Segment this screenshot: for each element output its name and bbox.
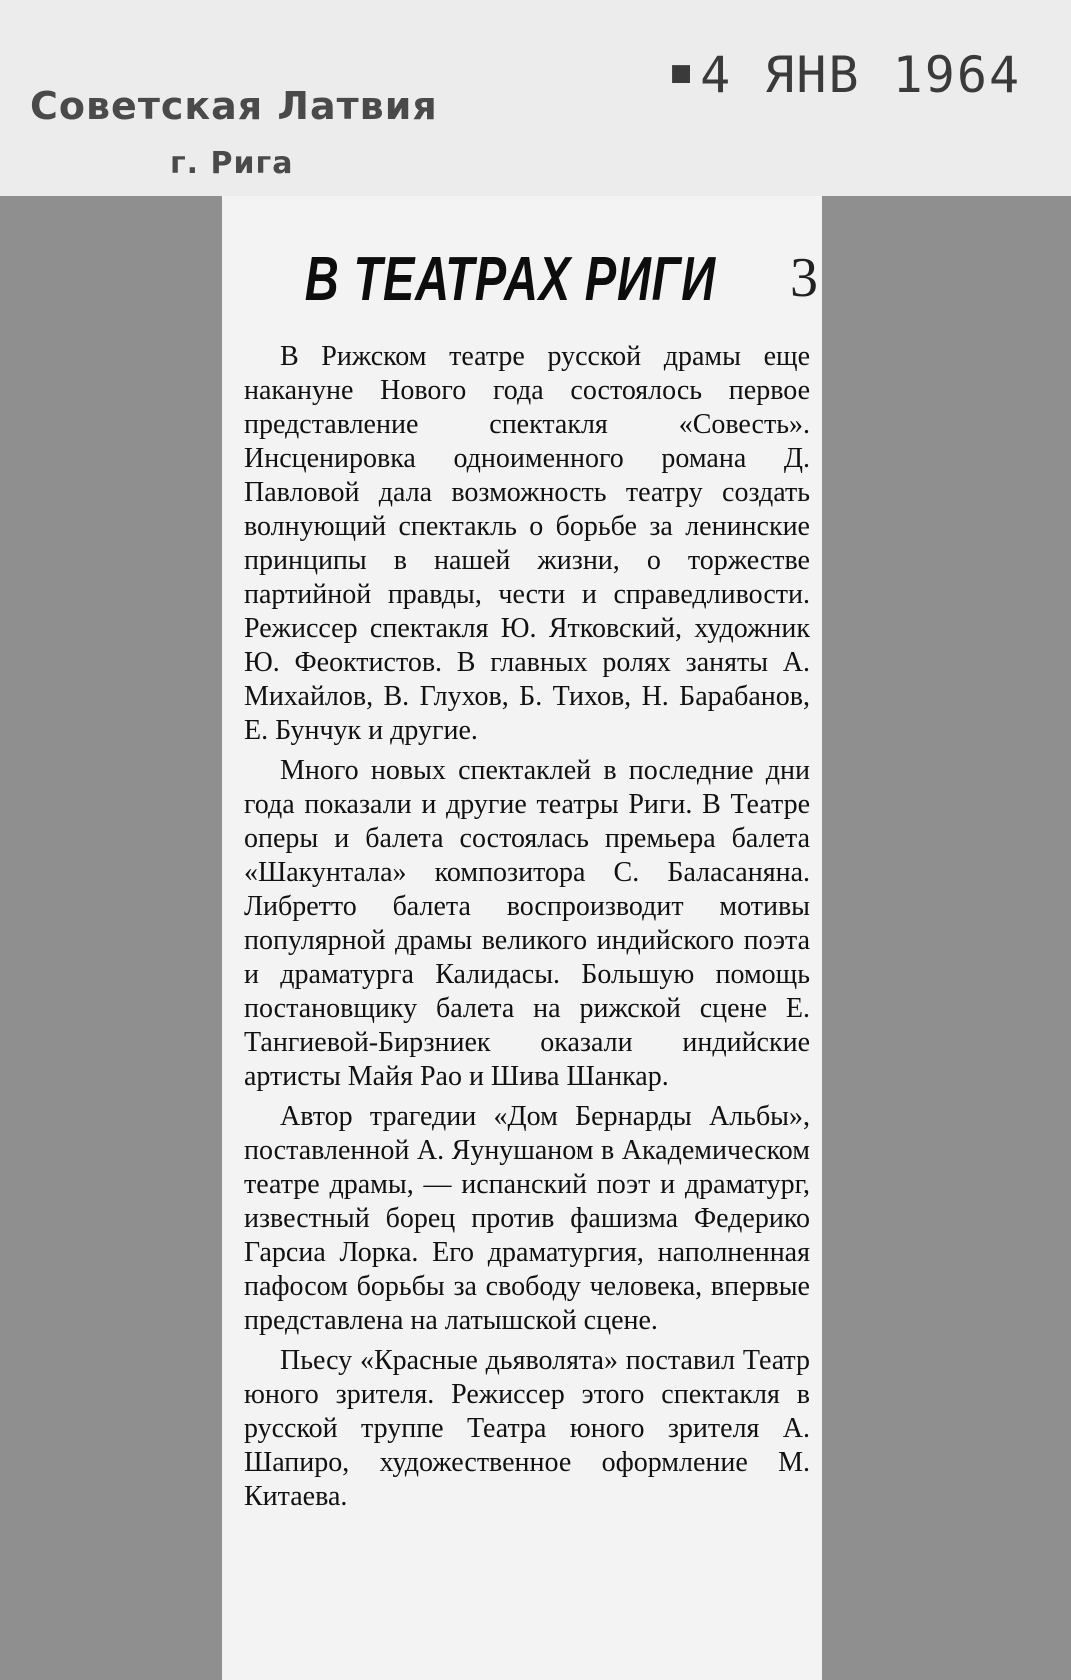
article-paragraph: Много новых спектаклей в последние дни года показали и другие театры Риги. В Театре оперы и балета состоялась премьера балета «Шакунтала» композитора С. Баласаняна. Либретто балета воспроизводит мотивы популярной драмы великого индийского поэта и драматурга Калидасы. Большую помощь постановщику балета на рижской сцене Е. Тангиевой-Бирзниек оказали индийские артисты Майя Рао и Шива Шанкар. xyxy=(244,755,810,1092)
article-paragraph: Автор трагедии «Дом Бернарды Альбы», поставленной А. Яунушаном в Академическом театре драмы, — испанский поэт и драматург, известный борец против фашизма Федерико Гарсиа Лорка. Его драматургия, наполненная пафосом борьбы за свободу человека, впервые представлена на латышской сцене. xyxy=(244,1101,810,1336)
cut-edge-mark: 3 xyxy=(790,247,818,309)
archive-header-strip xyxy=(0,0,1071,196)
article-paragraph: Пьесу «Красные дьяволята» поставил Театр юного зрителя. Режиссер этого спектакля в русской труппе Театра юного зрителя А. Шапиро, художественное оформление М. Китаева. xyxy=(244,1345,810,1512)
city-stamp: г. Рига xyxy=(170,146,294,181)
article-headline: В ТЕАТРАХ РИГИ xyxy=(304,245,716,314)
date-stamp xyxy=(672,46,1021,104)
article-body xyxy=(244,340,810,1514)
date-stamp-text: 4 ЯНВ 1964 xyxy=(700,46,1022,104)
date-stamp-mark: ■ xyxy=(672,55,693,90)
newspaper-clipping xyxy=(222,196,822,1680)
newspaper-name-stamp: Советская Латвия xyxy=(30,84,438,128)
article-paragraph: В Рижском театре русской драмы еще накануне Нового года состоялось первое представление спектакля «Совесть». Инсценировка одноименного романа Д. Павловой дала возможность театру создать волнующий спектакль о борьбе за ленинские принципы в нашей жизни, о торжестве партийной правды, чести и справедливости. Режиссер спектакля Ю. Ятковский, художник Ю. Феоктистов. В главных ролях заняты А. Михайлов, В. Глухов, Б. Тихов, Н. Барабанов, Е. Бунчук и другие. xyxy=(244,341,810,746)
